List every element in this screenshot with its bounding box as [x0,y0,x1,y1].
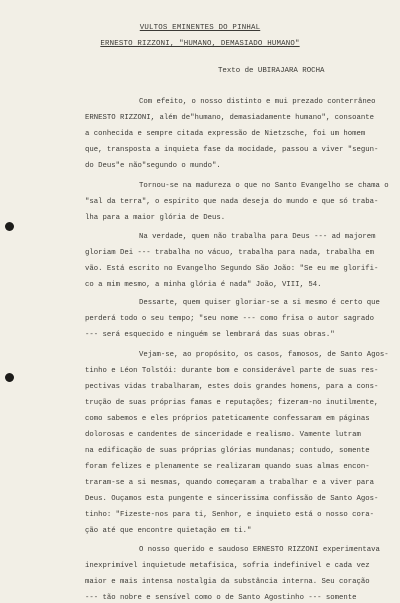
text-line: ERNESTO RIZZONI, além de"humano, demasiadamente humano", consoante [85,114,375,122]
text-line: que, transposta a inquieta fase da mocidade, passou a viver "segun- [85,146,379,154]
text-line: Na verdade, quem não trabalha para Deus --- ad majorem [139,233,376,241]
text-line: O nosso querido e saudoso ERNESTO RIZZONI experimentava [139,546,380,554]
text-line: gloriam Dei --- trabalha no vácuo, trabalha para nada, trabalha em [85,249,375,257]
article-title: ERNESTO RIZZONI, "HUMANO, DEMASIADO HUMANO" [100,40,300,48]
text-line: perderá todo o seu tempo; "seu nome --- como frisa o autor sagrado [85,315,375,323]
text-line: pectivas vidas trabalharam, estes dois grandes homens, para a cons- [85,383,379,391]
series-title: VULTOS EMINENTES DO PINHAL [139,24,261,32]
text-line: Com efeito, o nosso distinto e mui prezado conterrâneo [139,98,376,106]
text-line: lha para a maior glória de Deus. [85,214,226,222]
text-line: ção até que encontre quietação em ti." [85,527,252,535]
text-line: foram felizes e plenamente se realizaram quando suas almas encon- [85,463,370,471]
text-line: Dessarte, quem quiser gloriar-se a si mesmo é certo que [139,299,380,307]
byline: Texto de UBIRAJARA ROCHA [218,67,325,75]
text-line: Tornou-se na madureza o que no Santo Evangelho se chama o [139,182,389,190]
text-line: traram-se a si mesmas, quando começaram a trabalhar e a viver para [85,479,375,487]
text-line: do Deus"e não"segundo o mundo". [85,162,221,170]
text-line: co a mim mesmo, a minha glória é nada" João, VIII, 54. [85,281,322,289]
text-line: maior e mais intensa nostalgia da substância interna. Seu coração [85,578,370,586]
text-line: Vejam-se, ao propósito, os casos, famosos, de Santo Agos- [139,351,389,359]
text-line: como sabemos e eles próprios pateticamente confessaram em páginas [85,415,370,423]
text-line: inexprimível inquietude metafísica, sofria indefinível e cada vez [85,562,370,570]
text-line: tinho e Léon Tolstói: durante bom e considerável parte de suas res- [85,367,379,375]
text-line: vão. Está escrito no Evangelho Segundo São João: "Se eu me glorifi- [85,265,379,273]
text-line: na edificação de suas próprias glórias mundanas; contudo, somente [85,447,370,455]
text-line: "sal da terra", o espírito que nada deseja do mundo e que só traba- [85,198,379,206]
text-line: --- será esquecido e ninguém se lembrará das suas obras." [85,331,335,339]
text-line: a conhecida e sempre citada expressão de Nietzsche, foi um homem [85,130,366,138]
text-line: dolorosas e candentes de sinceridade e realismo. Vamente lutram [85,431,361,439]
binder-hole [5,373,14,382]
text-line: --- tão nobre e sensível como o de Santo Agostinho --- somente [85,594,357,602]
binder-hole [5,222,14,231]
text-line: Deus. Ouçamos esta pungente e sincerissima confissão de Santo Agos- [85,495,379,503]
text-line: tinho: "Fizeste-nos para ti, Senhor, e inquieto está o nosso cora- [85,511,375,519]
text-line: trução de suas próprias famas e reputações; fizeram-no inutilmente, [85,399,379,407]
